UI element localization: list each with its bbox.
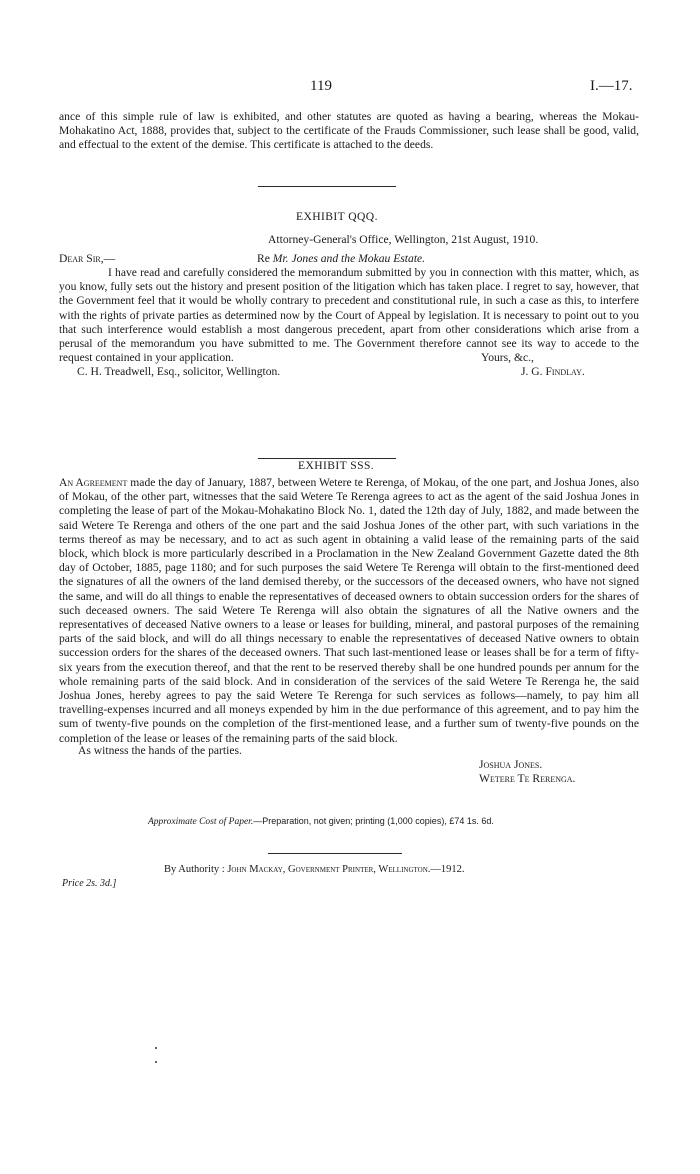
cost-of-paper-line bbox=[148, 816, 494, 827]
print-mark bbox=[155, 1047, 157, 1049]
signature: J. G. Findlay. bbox=[521, 365, 585, 378]
witness-line: As witness the hands of the parties. bbox=[78, 744, 242, 757]
section-divider bbox=[258, 186, 396, 187]
re-prefix: Re bbox=[257, 252, 273, 265]
authority-text: John Mackay, Government Printer, Wellington.—1912. bbox=[227, 864, 465, 875]
agreement-lead-in: An Agreement bbox=[59, 476, 128, 489]
price-label: Price 2s. 3d.] bbox=[62, 878, 117, 889]
page-number: 119 bbox=[310, 78, 332, 94]
exhibit-qqq-title: EXHIBIT QQQ. bbox=[296, 210, 378, 223]
authority-line bbox=[164, 864, 465, 875]
salutation: Dear Sir,— bbox=[59, 252, 116, 265]
signatory-wetere-te-rerenga: Wetere Te Rerenga. bbox=[479, 772, 576, 785]
letter-closing: Yours, &c., bbox=[481, 351, 534, 364]
document-reference: I.—17. bbox=[590, 78, 633, 94]
re-line bbox=[257, 252, 425, 265]
print-mark bbox=[155, 1061, 157, 1063]
agreement-text: made the day of January, 1887, between Wetere te Rerenga, of Mokau, of the one part, and Joshua Jones, also of Mokau, of the other part, witnesses that the said Wetere Te Rerenga agrees to act as the agent of the said Joshua Jones in completing the lease of part of the Mokau-Mohakatino Block No. 1, dated the 12th day of July, 1882, and made between the said Wetere Te Rerenga and others of the one part and the said Joshua Jones of the other part, with such variations in the terms thereof as may be necessary, and to act as such agent in obtaining a valid lease of the remaining parts of the said block, which block is more particularly described in a Proclamation in the New Zealand Government Gazette dated the 8th day of October, 1885, page 1180; and for such purposes the said Wetere Te Rerenga will obtain to the first-mentioned deed the signatures of all the owners of the land demised thereby, or the successors of the deceased owners, who have not signed the same, and will do all things to enable the representatives of deceased owners to obtain succession orders for the shares of such deceased owners. The said Wetere Te Rerenga will also obtain the signatures of all the Native owners and the representatives of deceased Native owners to a lease or leases for building, mineral, and pastoral purposes of the remaining parts of the said block, and will do all things necessary to enable the representatives of deceased Native owners to obtain succession orders for the shares of the deceased owners. That such last-mentioned lease or leases shall be for a term of fifty-six years from the execution thereof, and that the rent to be reserved thereby shall be one hundred pounds per annum for the whole remaining parts of the said block. And in consideration of the services of the said Wetere Te Rerenga he, the said Joshua Jones, hereby agrees to pay the said Wetere Te Rerenga for such services as follows—namely, to pay him all travelling-expenses incurred and all moneys expended by him in the due performance of this agreement, and to pay him the sum of twenty-five pounds on the completion of the first-mentioned lease, and a further sum of twenty-five pounds on the completion of the lease or leases of the remaining parts of the said block. bbox=[59, 476, 639, 745]
cost-label: Approximate Cost of Paper. bbox=[148, 817, 254, 827]
footer-divider bbox=[268, 853, 402, 854]
authority-label: By Authority : bbox=[164, 864, 228, 875]
exhibit-sss-title: EXHIBIT SSS. bbox=[298, 459, 375, 472]
office-line: Attorney-General's Office, Wellington, 21st August, 1910. bbox=[268, 233, 539, 246]
agreement-body bbox=[59, 476, 639, 746]
letter-body: I have read and carefully considered the memorandum submitted by you in connection with this matter, which, as you know, fully sets out the history and present position of the litigation which has taken place. I regret to say, however, that the Government feel that it would be wholly contrary to precedent and constitutional rule, in such a case as this, to interfere with the rights of private parties as determined now by the Court of Appeal by legislation. It is necessary to point out to you that such interference would establish a most dangerous precedent, apart from other considerations which arise from a perusal of the memorandum you have submitted to me. The Government therefore cannot see its way to accede to the request contained in your application. bbox=[59, 266, 639, 365]
intro-paragraph: ance of this simple rule of law is exhibited, and other statutes are quoted as having a bearing, whereas the Mokau-Mohakatino Act, 1888, provides that, subject to the certificate of the Frauds Commissioner, such lease shall be good, valid, and effectual to the extent of the demise. This certificate is attached to the deeds. bbox=[59, 110, 639, 152]
cost-text: —Preparation, not given; printing (1,000 copies), £74 1s. 6d. bbox=[253, 816, 494, 826]
signatory-joshua-jones: Joshua Jones. bbox=[479, 758, 543, 771]
addressee: C. H. Treadwell, Esq., solicitor, Wellington. bbox=[77, 365, 281, 378]
re-subject: Mr. Jones and the Mokau Estate. bbox=[272, 252, 426, 265]
